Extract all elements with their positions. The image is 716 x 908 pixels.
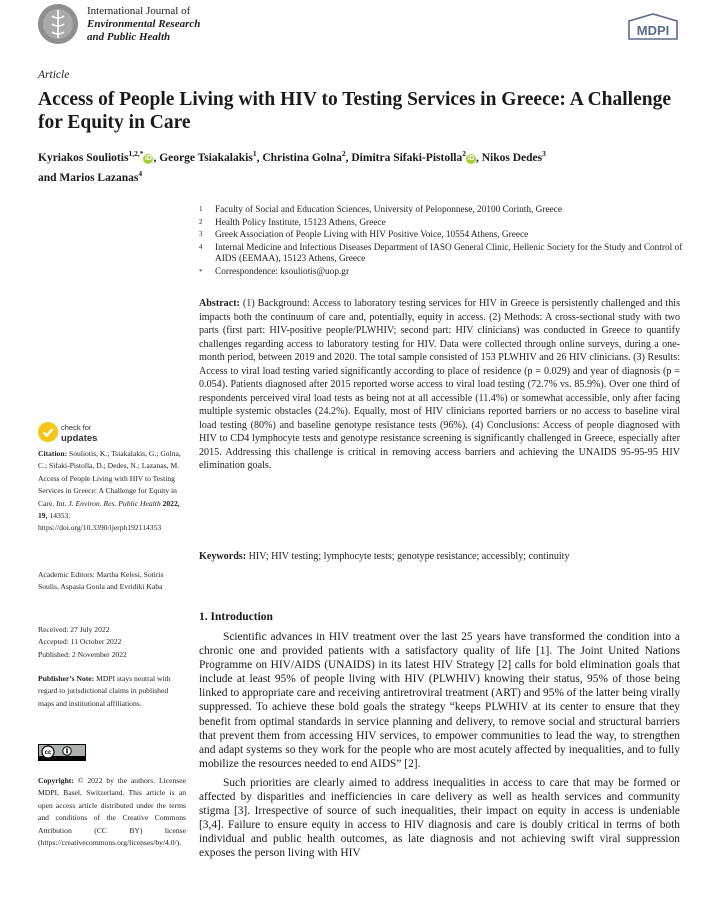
abstract-label: Abstract: [199,298,240,309]
citation-journal: Int. J. Environ. Res. Public Health [56,498,161,508]
check-updates-line2: updates [61,433,98,444]
affiliation-number: * [199,267,203,276]
publication-dates [38,624,186,661]
copyright-label: Copyright: [38,776,74,785]
accepted-date: Accepted: 11 October 2022 [38,637,122,647]
publisher-note-label: Publisher’s Note: [38,674,95,683]
section-heading: 1. Introduction [199,611,273,623]
affiliation-number: 1 [199,205,203,213]
affiliation-text: Health Policy Institute, 15123 Athens, Greece [215,217,386,228]
author-separator: , [475,151,482,164]
affiliation-item [199,205,689,217]
citation-block [38,448,186,535]
affiliation-text: Greek Association of People Living with HIV Positive Voice, 10554 Athens, Greece [215,230,529,241]
journal-name-line2: Environmental Research [87,18,201,30]
author-list [38,146,688,186]
svg-text:cc: cc [44,750,52,757]
keywords-label: Keywords: [199,551,247,562]
journal-logo [38,4,78,44]
publisher-note-text: MDPI stays neutral with regard to jurisdictional claims in published maps and institutional affiliations. [38,674,171,708]
author-name[interactable]: George Tsiakalakis [159,151,253,164]
keywords-text: HIV; HIV testing; lymphocyte tests; genotype resistance; accessibly; continuity [248,551,570,562]
check-updates-line1: check for [61,423,92,432]
author-affil-sup: 2 [462,149,466,158]
academic-editors: Academic Editors: Martha Kelesi, Sotiris Soulis, Aspasia Goula and Evridiki Kaba [38,570,164,592]
published-date: Published: 2 November 2022 [38,649,127,659]
author-separator: , [345,151,352,164]
affiliation-number: 2 [199,217,203,226]
affiliation-text: Faculty of Social and Education Sciences, University of Peloponnese, 20100 Corinth, Greece [215,205,562,215]
author-name[interactable]: Christina Golna [262,151,342,164]
affiliation-number: 3 [199,230,203,239]
article-title: Access of People Living with HIV to Testing Services in Greece: A Challenge for Equity in Care [38,89,671,133]
abstract [199,297,680,473]
copyright-block [38,775,186,849]
section-body [199,630,680,866]
author-separator: , [153,151,160,164]
orcid-icon[interactable]: iD [467,154,475,162]
affiliation-item [199,243,689,266]
author-name[interactable]: Nikos Dedes [481,151,543,164]
affiliations [199,205,689,279]
author-affil-sup: 3 [542,149,546,158]
journal-name-line1: International Journal of [87,5,191,17]
article-type: Article [38,69,70,81]
orcid-icon[interactable]: iD [144,154,152,162]
affiliation-number: 4 [199,242,203,251]
author-name[interactable]: and Marios Lazanas [38,171,139,184]
author-affil-sup: 4 [138,168,143,178]
mdpi-logo [626,13,680,41]
journal-name [87,5,200,44]
affiliation-text: Internal Medicine and Infectious Diseases Department of IASO General Clinic, Hellenic Society for the Study and Control of AIDS (EEMAA), 15123 Athens, Greece [215,242,683,265]
check-for-updates-button[interactable] [38,421,97,443]
author-name[interactable]: Kyriakos Souliotis [38,151,129,164]
citation-doi[interactable]: 14353. https://doi.org/10.3390/ijerph192114353 [38,511,162,533]
paragraph: Such priorities are clearly aimed to address inequalities in access to care that may be formed or affected by disparities and inefficiencies in care delivery as well as health services and community stigma [3]. Irrespective of source of such inequalities, their impact on equity in access is undeniable [3,4]. Failure to ensure equity in access to HIV diagnosis and care is doubly critical in terms of both individual and public health outcomes, as late diagnosis and not achieving swift viral suppression exposes the person living with HIV [199,776,680,860]
journal-name-line3: and Public Health [87,31,171,43]
copyright-text: © 2022 by the authors. Licensee MDPI, Basel, Switzerland. This article is an open access article distributed under the terms and conditions of the Creative Commons Attribution (CC BY) license (https://creativecommons.org/licenses/by/4.0/). [38,776,186,848]
author-affil-sup: 1,2,* [128,149,144,158]
citation-label: Citation: [38,449,68,458]
abstract-text: (1) Background: Access to laboratory testing services for HIV in Greece is persistently challenged and this impacts both the continuum of care and, potentially, equity in access. (2) Methods: A cross-sectional study with two parts (first part: HIV-positive people/PLWHIV; second part: HIV clinicians) was conducted in Greece to quantify challenges regarding access to laboratory testing for HIV. Data were collected through online surveys, during a one-month period, between 2019 and 2020. The total sample consisted of 153 PLWHIV and 26 HIV clinicians. (3) Results: Access to viral load testing varied significantly according to place of residence (p = 0.029) and year of diagnosis (p = 0.054). Patients diagnosed after 2015 reported worse access to viral load testing (72.7% vs. 85.9%). Over one third of respondents perceived viral load tests as being not at all accessible (11.4%) or somewhat accessible, only after facing multiple systemic obstacles (24.2%). Equally, most of HIV clinicians reported barriers or no access to baseline viral load testing (80%) and baseline genotype resistance tests (96%). (4) Conclusions: Access of people diagnosed with HIV to CD4 lymphocyte tests and genotype resistance screening is significantly challenged in Greece, especially after 2015. Addressing this challenge is critical in removing access barriers and achieving the UNAIDS 95-95-95 HIV elimination goals. [199,298,681,471]
mdpi-logo-text: MDPI [636,23,670,38]
author-affil-sup: 1 [252,149,257,158]
author-affil-sup: 2 [341,149,346,158]
keywords [199,550,680,564]
citation-volume: 2022, 19, [38,498,180,521]
received-date: Received: 27 July 2022 [38,625,110,634]
citation-text: Souliotis, K.; Tsiakalakis, G.; Golna, C.; Sifaki-Pistolla, D.; Dedes, N.; Lazanas, M. Access of People Living with HIV to Testing Services in Greece: A Challenge for Equity in Care. [38,449,181,508]
author-name[interactable]: Dimitra Sifaki-Pistolla [351,151,463,164]
check-updates-icon [38,422,58,442]
paragraph: Scientific advances in HIV treatment over the last 25 years have transformed the condition into a chronic one and provided patients with a satisfactory quality of life [1]. The Joint United Nations Programme on HIV/AIDS (UNAIDS) in its latest HIV Strategy [2] calls for bold elimination goals that include at least 95% of people living with HIV (PLWHIV) knowing their status, 95% of those being linked to appropriate care and receiving antiretroviral treatment (ART) and 95% of the latter being virally suppressed. To achieve these bold goals the strategy “keeps PLWHIV at its center to ensure that they benefit from optimal standards in service planning and delivery, to remove social and structural barriers that prevent them from accessing HIV services, to empower communities to lead the way, to strengthen and adapt systems so they work for the people who are most acutely affected by inequalities, and to fully mobilize the resources needed to end AIDS” [2]. [199,631,681,770]
affiliation-item [199,230,689,242]
correspondence-item [199,267,689,279]
affiliation-item [199,218,689,230]
author-separator: , [256,151,263,164]
correspondence-text[interactable]: Correspondence: ksouliotis@uop.gr [215,266,350,277]
cc-by-license-logo[interactable] [38,744,86,761]
publisher-note [38,673,186,710]
